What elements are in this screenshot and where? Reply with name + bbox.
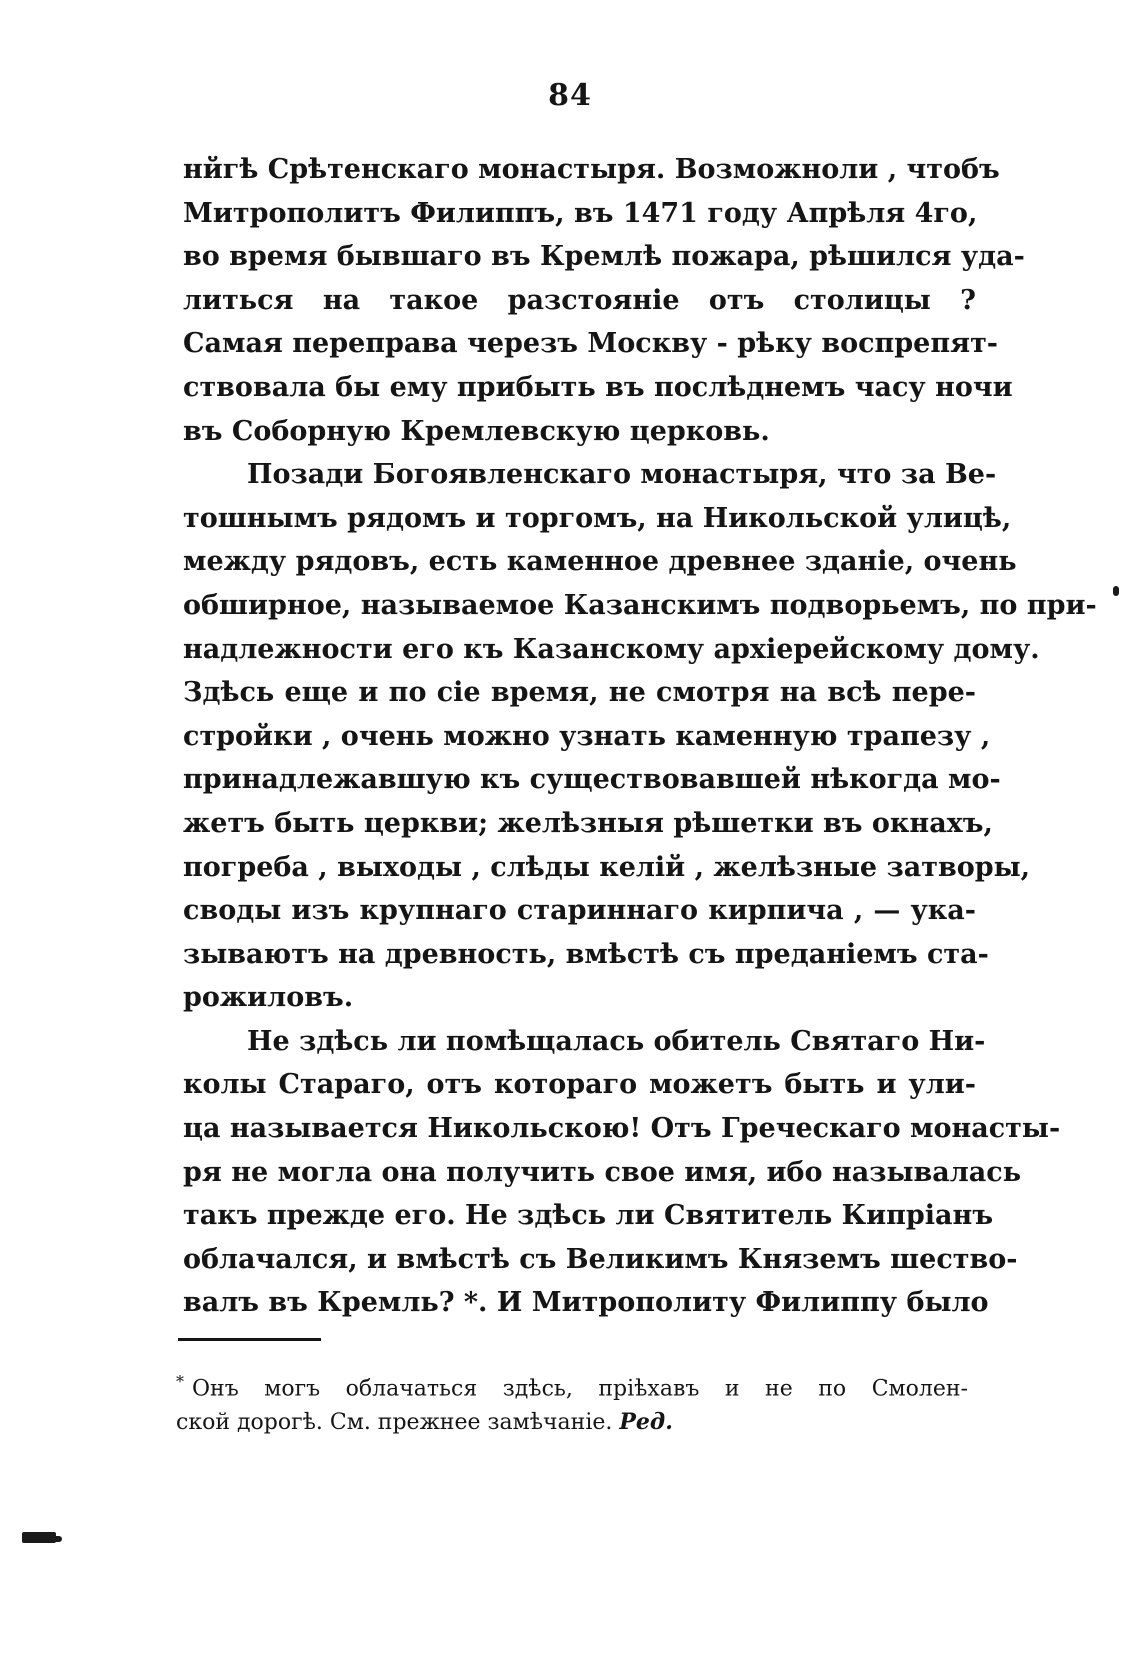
footnote-line bbox=[176, 1402, 968, 1442]
text-line: рожиловъ. bbox=[183, 982, 354, 1014]
footnote-editor-mark: Ред. bbox=[619, 1409, 673, 1435]
text-line: во время бывшаго въ Кремлѣ пожара, рѣшился уда- bbox=[183, 241, 1025, 273]
text-line: Здѣсь еще и по сіе время, не смотря на всѣ пере- bbox=[183, 677, 976, 709]
text-line: въ Соборную Кремлевскую церковь. bbox=[183, 415, 770, 447]
text-line: такъ прежде его. Не здѣсь ли Святитель Кипріанъ bbox=[183, 1200, 994, 1232]
body-text bbox=[183, 148, 1097, 1325]
text-line: валъ въ Кремль? *. И Митрополиту Филиппу было bbox=[183, 1287, 989, 1319]
text-line: обширное, называемое Казанскимъ подворьемъ, по при- bbox=[183, 589, 1097, 621]
footnote-marker: * bbox=[176, 1372, 184, 1391]
text-line: Митрополитъ Филиппъ, въ 1471 году Апрѣля 4го, bbox=[183, 197, 978, 229]
footnote-divider bbox=[178, 1338, 321, 1341]
footnote-line bbox=[176, 1362, 968, 1402]
footnote bbox=[176, 1362, 968, 1442]
text-line: принадлежавшую къ существовавшей нѣкогда мо- bbox=[183, 764, 1001, 796]
footnote-text: ской дорогѣ. См. прежнее замѣчаніе. bbox=[176, 1410, 613, 1435]
text-line: ствовала бы ему прибыть въ послѣднемъ часу ночи bbox=[183, 371, 1013, 403]
scan-artifact bbox=[50, 1536, 62, 1542]
page-number: 84 bbox=[548, 78, 592, 113]
text-line: колы Стараго, отъ котораго можетъ быть и ули- bbox=[183, 1069, 976, 1101]
text-line: стройки , очень можно узнать каменную трапезу , bbox=[183, 720, 991, 752]
text-line: ца называется Никольскою! Отъ Греческаго монасты- bbox=[183, 1113, 1061, 1145]
text-line: жетъ быть церкви; желѣзныя рѣшетки въ окнахъ, bbox=[183, 807, 993, 839]
text-line: своды изъ крупнаго стариннаго кирпича , — ука- bbox=[183, 895, 976, 927]
footnote-text: Онъ могъ облачаться здѣсь, пріѣхавъ и не по Смолен- bbox=[192, 1376, 968, 1402]
text-line: тошнымъ рядомъ и торгомъ, на Никольской улицѣ, bbox=[183, 502, 1012, 534]
text-line: литься на такое разстояніе отъ столицы ? bbox=[183, 284, 976, 316]
scan-artifact bbox=[1113, 586, 1119, 596]
text-line: Самая переправа черезъ Москву - рѣку воспрепят- bbox=[183, 328, 999, 360]
text-line: зываютъ на древность, вмѣстѣ съ преданіемъ ста- bbox=[183, 938, 989, 970]
text-line: погреба , выходы , слѣды келій , желѣзные затворы, bbox=[183, 851, 1031, 883]
paragraph-1 bbox=[183, 148, 1025, 453]
text-line: Не здѣсь ли помѣщалась обитель Святаго Ни- bbox=[247, 1025, 986, 1057]
text-line: надлежности его къ Казанскому архіерейскому дому. bbox=[183, 633, 1040, 665]
text-line: нйгѣ Срѣтенскаго монастыря. Возможноли , чтобъ bbox=[183, 154, 1000, 185]
text-line: между рядовъ, есть каменное древнее зданіе, очень bbox=[183, 546, 1017, 578]
text-line: ря не могла она получить свое имя, ибо называлась bbox=[183, 1156, 1022, 1188]
text-line: облачался, и вмѣстѣ съ Великимъ Княземъ шество- bbox=[183, 1243, 1018, 1275]
paragraph-3 bbox=[183, 1020, 1061, 1325]
text-line: Позади Богоявленскаго монастыря, что за Ве- bbox=[247, 459, 997, 491]
paragraph-2 bbox=[183, 453, 1097, 1020]
